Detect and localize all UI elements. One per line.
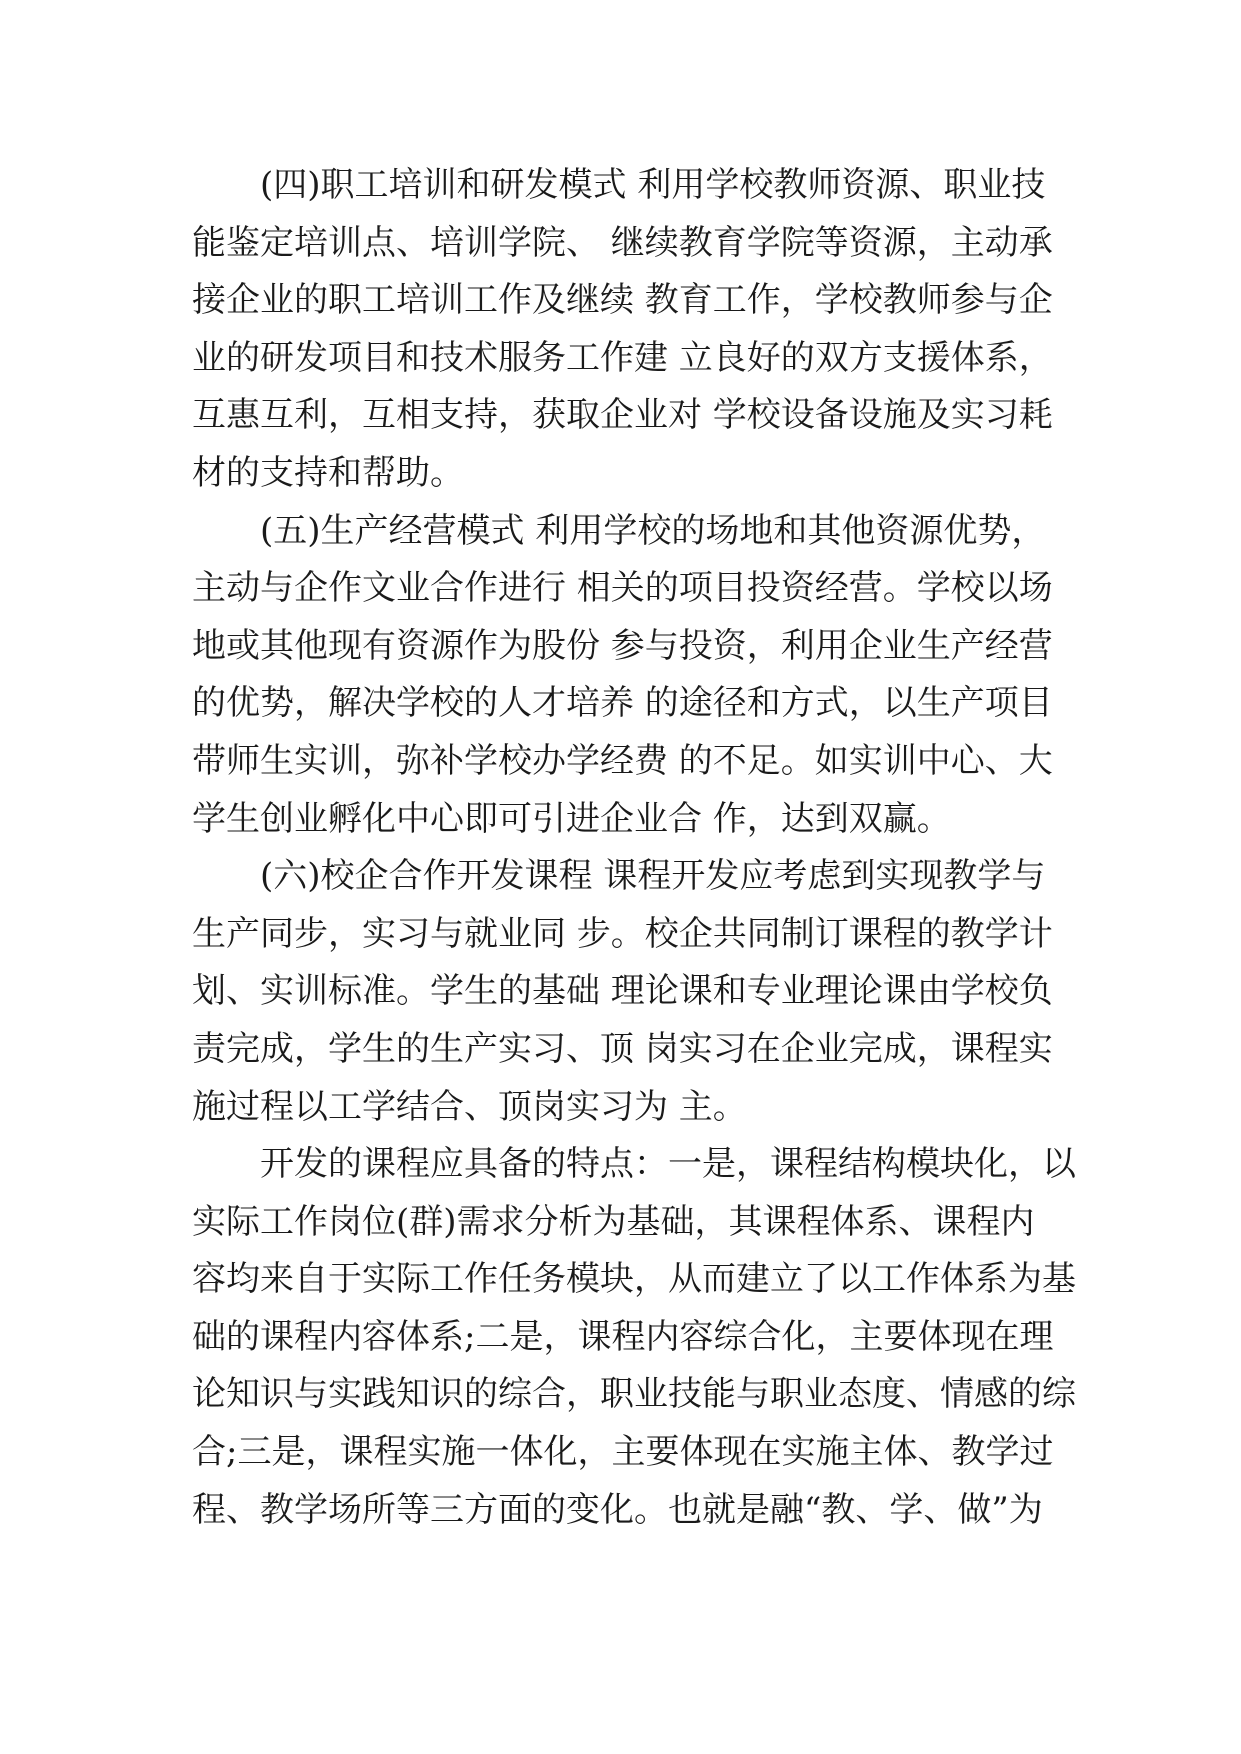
paragraph-4-line-3: 接企业的职工培训工作及继续 教育工作，学校教师参与企	[192, 280, 1053, 321]
paragraph-5-line-6: 学生创业孵化中心即可引进企业合 作，达到双赢。	[192, 798, 951, 839]
paragraph-4-line-4: 业的研发项目和技术服务工作建 立良好的双方支援体系，	[192, 337, 1053, 378]
paragraph-4-line-6: 材的支持和帮助。	[192, 452, 464, 493]
document-body	[192, 157, 1076, 1539]
paragraph-4-line-2: 能鉴定培训点、培训学院、 继续教育学院等资源，主动承	[192, 222, 1053, 263]
paragraph-5-line-4: 的优势，解决学校的人才培养 的途径和方式，以生产项目	[192, 683, 1053, 724]
paragraph-features-line-3: 容均来自于实际工作任务模块，从而建立了以工作体系为基	[192, 1259, 1076, 1300]
paragraph-4-line-5: 互惠互利，互相支持，获取企业对 学校设备设施及实习耗	[192, 395, 1053, 436]
paragraph-4-line-1: (四)职工培训和研发模式 利用学校教师资源、职业技	[260, 165, 1046, 205]
paragraph-features-line-7: 程、教学场所等三方面的变化。也就是融“教、学、做”为	[192, 1489, 1043, 1530]
paragraph-6-line-3: 划、实训标准。学生的基础 理论课和专业理论课由学校负	[192, 971, 1053, 1012]
paragraph-features-line-5: 论知识与实践知识的综合，职业技能与职业态度、情感的综	[192, 1374, 1076, 1415]
paragraph-5-line-2: 主动与企作文业合作进行 相关的项目投资经营。学校以场	[192, 568, 1053, 609]
paragraph-5-line-5: 带师生实训，弥补学校办学经费 的不足。如实训中心、大	[192, 740, 1053, 781]
paragraph-6-line-4: 责完成，学生的生产实习、顶 岗实习在企业完成，课程实	[192, 1028, 1053, 1069]
paragraph-6-line-5: 施过程以工学结合、顶岗实习为 主。	[192, 1086, 747, 1127]
paragraph-features-line-1: 开发的课程应具备的特点：一是，课程结构模块化，以	[260, 1144, 1076, 1185]
paragraph-features-line-6: 合;三是，课程实施一体化，主要体现在实施主体、教学过	[192, 1432, 1054, 1473]
paragraph-6-line-1: (六)校企合作开发课程 课程开发应考虑到实现教学与	[260, 856, 1046, 897]
paragraph-features-line-4: 础的课程内容体系;二是，课程内容综合化，主要体现在理	[192, 1316, 1054, 1357]
paragraph-6-line-2: 生产同步，实习与就业同 步。校企共同制订课程的教学计	[192, 913, 1053, 954]
paragraph-features-line-2: 实际工作岗位(群)需求分析为基础，其课程体系、课程内	[192, 1201, 1035, 1242]
paragraph-5-line-1: (五)生产经营模式 利用学校的场地和其他资源优势，	[260, 510, 1046, 551]
paragraph-5-line-3: 地或其他现有资源作为股份 参与投资，利用企业生产经营	[192, 625, 1053, 666]
